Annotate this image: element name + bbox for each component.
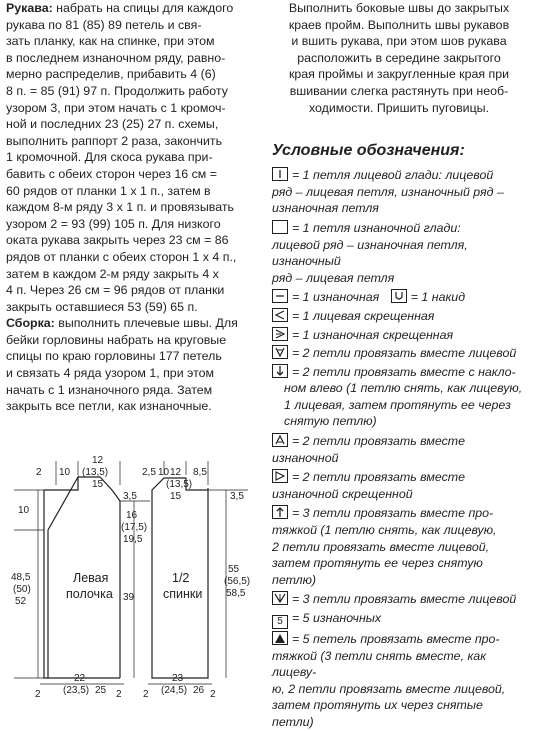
line: 60 рядов от планки 1 х 1 п., затем в: [6, 183, 211, 198]
line: краев пройм. Выполнить швы рукавов: [288, 17, 510, 32]
line: набрать на спицы для каждого: [52, 1, 234, 15]
line: закрыть оставшиеся 53 (59) 65 п.: [6, 299, 198, 314]
p2tog-crossed-icon: [272, 469, 288, 483]
line: расположить в середине закрытого: [297, 50, 501, 65]
line: Выполнить боковые швы до закрытых: [288, 1, 510, 15]
legend-item: = 3 петли провязать вместе про- тяжкой (1 петлю снять, как лицевую, 2 петли провязать вместе лицевой, затем протянуть ее через снятую петлю): [272, 506, 497, 587]
sleeves-paragraph: [6, 0, 264, 315]
line: мерно распределив, прибавить 4 (6): [6, 67, 216, 82]
dim: 2: [143, 689, 149, 699]
dim: 2: [116, 689, 122, 699]
dim: 16: [126, 510, 138, 521]
dim: 22: [74, 673, 86, 684]
back-label-2: спинки: [163, 587, 203, 601]
dim: 12: [170, 467, 182, 478]
purl-5-icon: 5: [272, 615, 288, 629]
front-label-2: полочка: [66, 587, 113, 601]
dim: (13,5): [166, 479, 193, 490]
dim: 8,5: [193, 467, 207, 478]
legend-item: = 5 петель провязать вместе про- тяжкой (3 петли снять вместе, как лицеву- ю, 2 петли провязать вместе лицевой, затем протянуть их через снятые петли): [272, 632, 506, 729]
line: затем в каждом 2-м ряду закрыть 4 х: [6, 266, 219, 281]
knit-stitch-icon: [272, 167, 288, 181]
line: ходимости. Пришить пуговицы.: [308, 100, 490, 115]
k2tog-icon: [272, 345, 288, 359]
dim: (13,5): [82, 467, 109, 478]
front-label-1: Левая: [73, 571, 109, 585]
dim: 2: [36, 467, 42, 478]
line: зать планку, как на спинке, при этом: [6, 34, 215, 49]
line: оката рукава закрыть через 23 см = 86: [6, 233, 229, 248]
legend-item: = 2 петли провязать вместе лицевой: [272, 345, 526, 362]
dim: 2,5: [142, 467, 156, 478]
legend-item: = 1 петля лицевой глади: лицевой ряд – лицевая петля, изнаночный ряд – изнаночная петля: [272, 168, 504, 216]
legend-item: = 1 лицевая скрещенная: [272, 308, 526, 325]
instructions-column: [6, 0, 264, 415]
sk2p-arrow-icon: [272, 505, 288, 519]
dim: (24,5): [161, 685, 188, 696]
line: и связать 4 ряда узором 1, при этом: [6, 366, 215, 381]
legend-item: = 3 петли провязать вместе лицевой: [272, 591, 526, 608]
dim: (56,5): [224, 576, 251, 587]
pattern-diagram: [0, 455, 264, 699]
line: каждом 8-м ряду 3 х 1 п. и провязывать: [6, 200, 234, 215]
sleeves-label: Рукава:: [6, 1, 53, 15]
dim: 25: [95, 685, 107, 696]
dim: 19,5: [123, 534, 143, 545]
dim: 2: [210, 689, 216, 699]
dim: 55: [228, 564, 240, 575]
line: в последнем изнаночном ряду, равно-: [6, 50, 226, 65]
line: бавить с обеих сторон через 16 см =: [6, 166, 218, 181]
legend-item: = 1 изнаночная скрещенная: [272, 327, 526, 344]
line: 8 п. = 85 (91) 97 п. Продолжить работу: [6, 83, 228, 98]
p2tog-icon: [272, 433, 288, 447]
dim: 15: [170, 491, 182, 502]
legend: [272, 167, 526, 730]
dim: 10: [59, 467, 71, 478]
knit-crossed-icon: [272, 308, 288, 322]
instructions-right-column: [272, 0, 526, 731]
purl-crossed-icon: [272, 327, 288, 341]
assembly-continued: [272, 0, 526, 116]
line: бейки горловины набрать на круговые: [6, 332, 227, 347]
line: края проймы и закругленные края при: [288, 67, 510, 82]
line: выполнить раппорт 2 раза, закончить: [6, 133, 223, 148]
legend-title: Условные обозначения:: [272, 142, 465, 160]
line: спицы по краю горловины 177 петель: [6, 349, 222, 364]
dim: 15: [92, 479, 104, 490]
purl-stitch-icon: [272, 220, 288, 234]
dim: 58,5: [226, 588, 246, 599]
dim: (23,5): [63, 685, 90, 696]
dim: 12: [92, 455, 104, 466]
line: 4 п. Через 26 см = 96 рядов от планки: [6, 283, 225, 298]
line: вшивании слегка растянуть при необ-: [289, 83, 509, 98]
legend-item: = 1 петля изнаночной глади: лицевой ряд – изнаночная петля, изнаночный ряд – лицевая петля: [272, 220, 468, 285]
dim: 52: [15, 596, 27, 607]
legend-item: 5 = 5 изнаночных: [272, 610, 526, 629]
line: рукава по 81 (85) 89 петель и свя-: [6, 17, 202, 32]
dim: 3,5: [123, 491, 137, 502]
k3tog-icon: [272, 591, 288, 605]
line: 1 кромочной. Для скоса рукава при-: [6, 150, 213, 165]
dim: 10: [18, 505, 30, 516]
triangle-filled-icon: [272, 631, 288, 645]
dim: (17,5): [121, 522, 148, 533]
dim: 3,5: [230, 491, 244, 502]
dim: 23: [172, 673, 184, 684]
assembly-label: Сборка:: [6, 316, 55, 331]
dim: 48,5: [11, 572, 31, 583]
legend-item: = 2 петли провязать вместе изнаночной: [272, 434, 466, 465]
dim: 26: [193, 685, 205, 696]
legend-item: = 2 петли провязать вместе изнаночной скрещенной: [272, 470, 466, 501]
purl-dash-icon: [272, 289, 288, 303]
line: узором 3, при этом начать с 1 кромоч-: [6, 100, 226, 115]
back-label-1: 1/2: [172, 571, 190, 585]
line: рядов от планки с обеих сторон 1 х 4 п.,: [6, 249, 237, 264]
assembly-paragraph: [6, 315, 264, 415]
line: выполнить плечевые швы. Для: [54, 316, 238, 331]
yarn-over-icon: [391, 289, 407, 303]
dim: 2: [35, 689, 41, 699]
line: ной и последних 23 (25) 27 п. схемы,: [6, 117, 219, 132]
legend-item: = 2 петли провязать вместе с накло- ном влево (1 петлю снять, как лицевую, 1 лицевая, затем протянуть ее через снятую петлю): [272, 364, 526, 430]
dim: 39: [123, 592, 135, 603]
dim: (50): [13, 584, 31, 595]
line: начать с 1 изнаночного ряда. Затем: [6, 382, 213, 397]
dim: 10: [158, 467, 170, 478]
line: и вшить рукава, при этом шов рукава: [291, 34, 507, 49]
line: узором 2 = 93 (99) 105 п. Для низкого: [6, 216, 221, 231]
line: закрыть все петли, как изнаночные.: [6, 399, 212, 414]
legend-item: = 1 изнаночная = 1 накид: [272, 289, 526, 306]
ssk-arrow-icon: [272, 364, 288, 378]
